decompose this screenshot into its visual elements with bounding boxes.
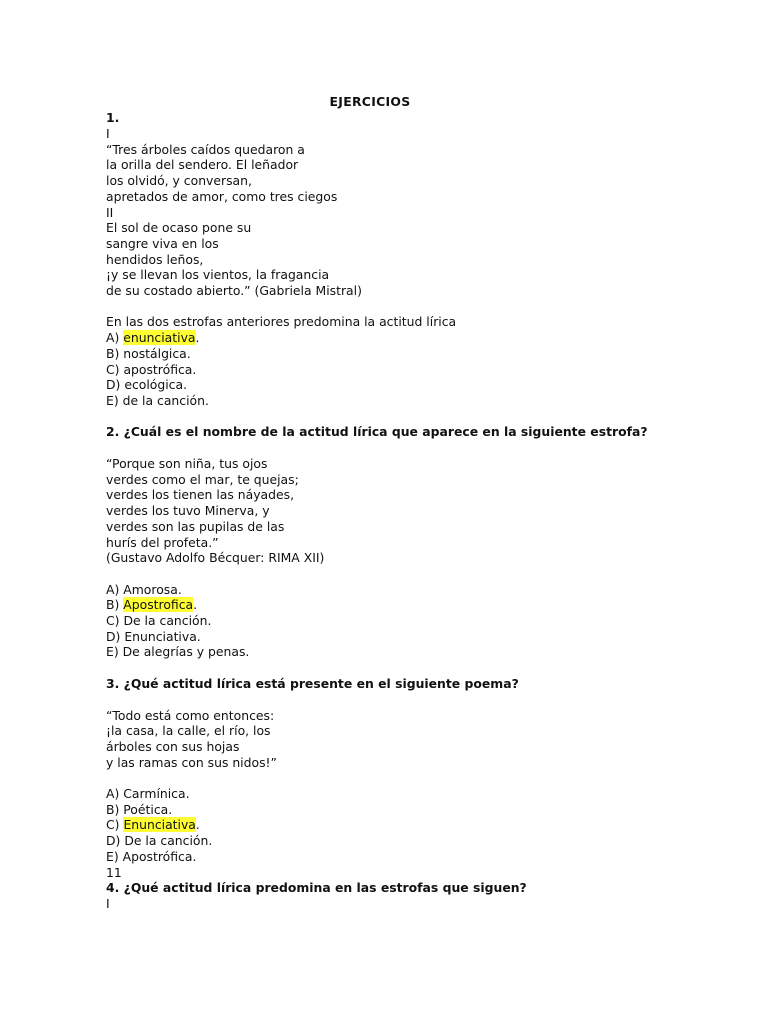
answer-option: D) Enunciativa. (106, 628, 201, 644)
answer-option: B) nostálgica. (106, 345, 191, 361)
answer-option: B) Poética. (106, 801, 173, 817)
answer-option: D) De la canción. (106, 833, 213, 849)
exercise-3-question: 3. ¿Qué actitud lírica está presente en el siguiente poema? (106, 675, 519, 691)
answer-option: A) Carmínica. (106, 786, 190, 802)
verse-line: y las ramas con sus nidos!” (106, 754, 277, 770)
stanza-label: I (106, 896, 110, 912)
answer-option: B) Apostrofica. (106, 597, 198, 613)
answer-option: A) Amorosa. (106, 581, 182, 597)
verse-line: los olvidó, y conversan, (106, 173, 252, 189)
verse-line: de su costado abierto.” (Gabriela Mistral) (106, 283, 362, 299)
answer-option: E) Apostrófica. (106, 848, 197, 864)
verse-line: ¡la casa, la calle, el río, los (106, 723, 271, 739)
verse-line: “Todo está como entonces: (106, 707, 275, 723)
stanza-label: I (106, 126, 110, 141)
verse-line: apretados de amor, como tres ciegos (106, 188, 338, 204)
exercise-4-question: 4. ¿Qué actitud lírica predomina en las estrofas que siguen? (106, 880, 527, 896)
verse-line: verdes son las pupilas de las (106, 518, 285, 534)
verse-line: “Porque son niña, tus ojos (106, 456, 268, 472)
answer-option: C) Enunciativa. (106, 817, 200, 833)
verse-line: la orilla del sendero. El leñador (106, 157, 299, 173)
verse-line: hurís del profeta.” (106, 534, 219, 550)
answer-option: E) de la canción. (106, 392, 209, 408)
page-title: EJERCICIOS (329, 94, 411, 109)
exercise-1-number: 1. (106, 110, 120, 125)
verse-line: (Gustavo Adolfo Bécquer: RIMA XII) (106, 550, 325, 566)
stanza-label: II (106, 204, 114, 220)
verse-line: El sol de ocaso pone su (106, 220, 252, 236)
highlighted-answer: enunciativa (123, 330, 196, 346)
answer-option: A) enunciativa. (106, 330, 200, 346)
verse-line: sangre viva en los (106, 235, 219, 251)
verse-line: verdes como el mar, te quejas; (106, 471, 299, 487)
exercise-2-question: 2. ¿Cuál es el nombre de la actitud lírica que aparece en la siguiente estrofa? (106, 424, 648, 440)
highlighted-answer: Enunciativa (123, 817, 196, 833)
answer-option: C) De la canción. (106, 613, 212, 629)
verse-line: árboles con sus hojas (106, 738, 240, 754)
answer-option: C) apostrófica. (106, 361, 197, 377)
exercise-1-prompt: En las dos estrofas anteriores predomina la actitud lírica (106, 314, 457, 330)
verse-line: “Tres árboles caídos quedaron a (106, 141, 305, 157)
document-page (106, 93, 746, 912)
highlighted-answer: Apostrofica (123, 597, 194, 613)
verse-line: verdes los tuvo Minerva, y (106, 503, 270, 519)
answer-option: D) ecológica. (106, 377, 188, 393)
verse-line: ¡y se llevan los vientos, la fragancia (106, 267, 330, 283)
verse-line: verdes los tienen las náyades, (106, 487, 295, 503)
page-number: 11 (106, 864, 122, 880)
answer-option: E) De alegrías y penas. (106, 644, 250, 660)
verse-line: hendidos leños, (106, 251, 204, 267)
